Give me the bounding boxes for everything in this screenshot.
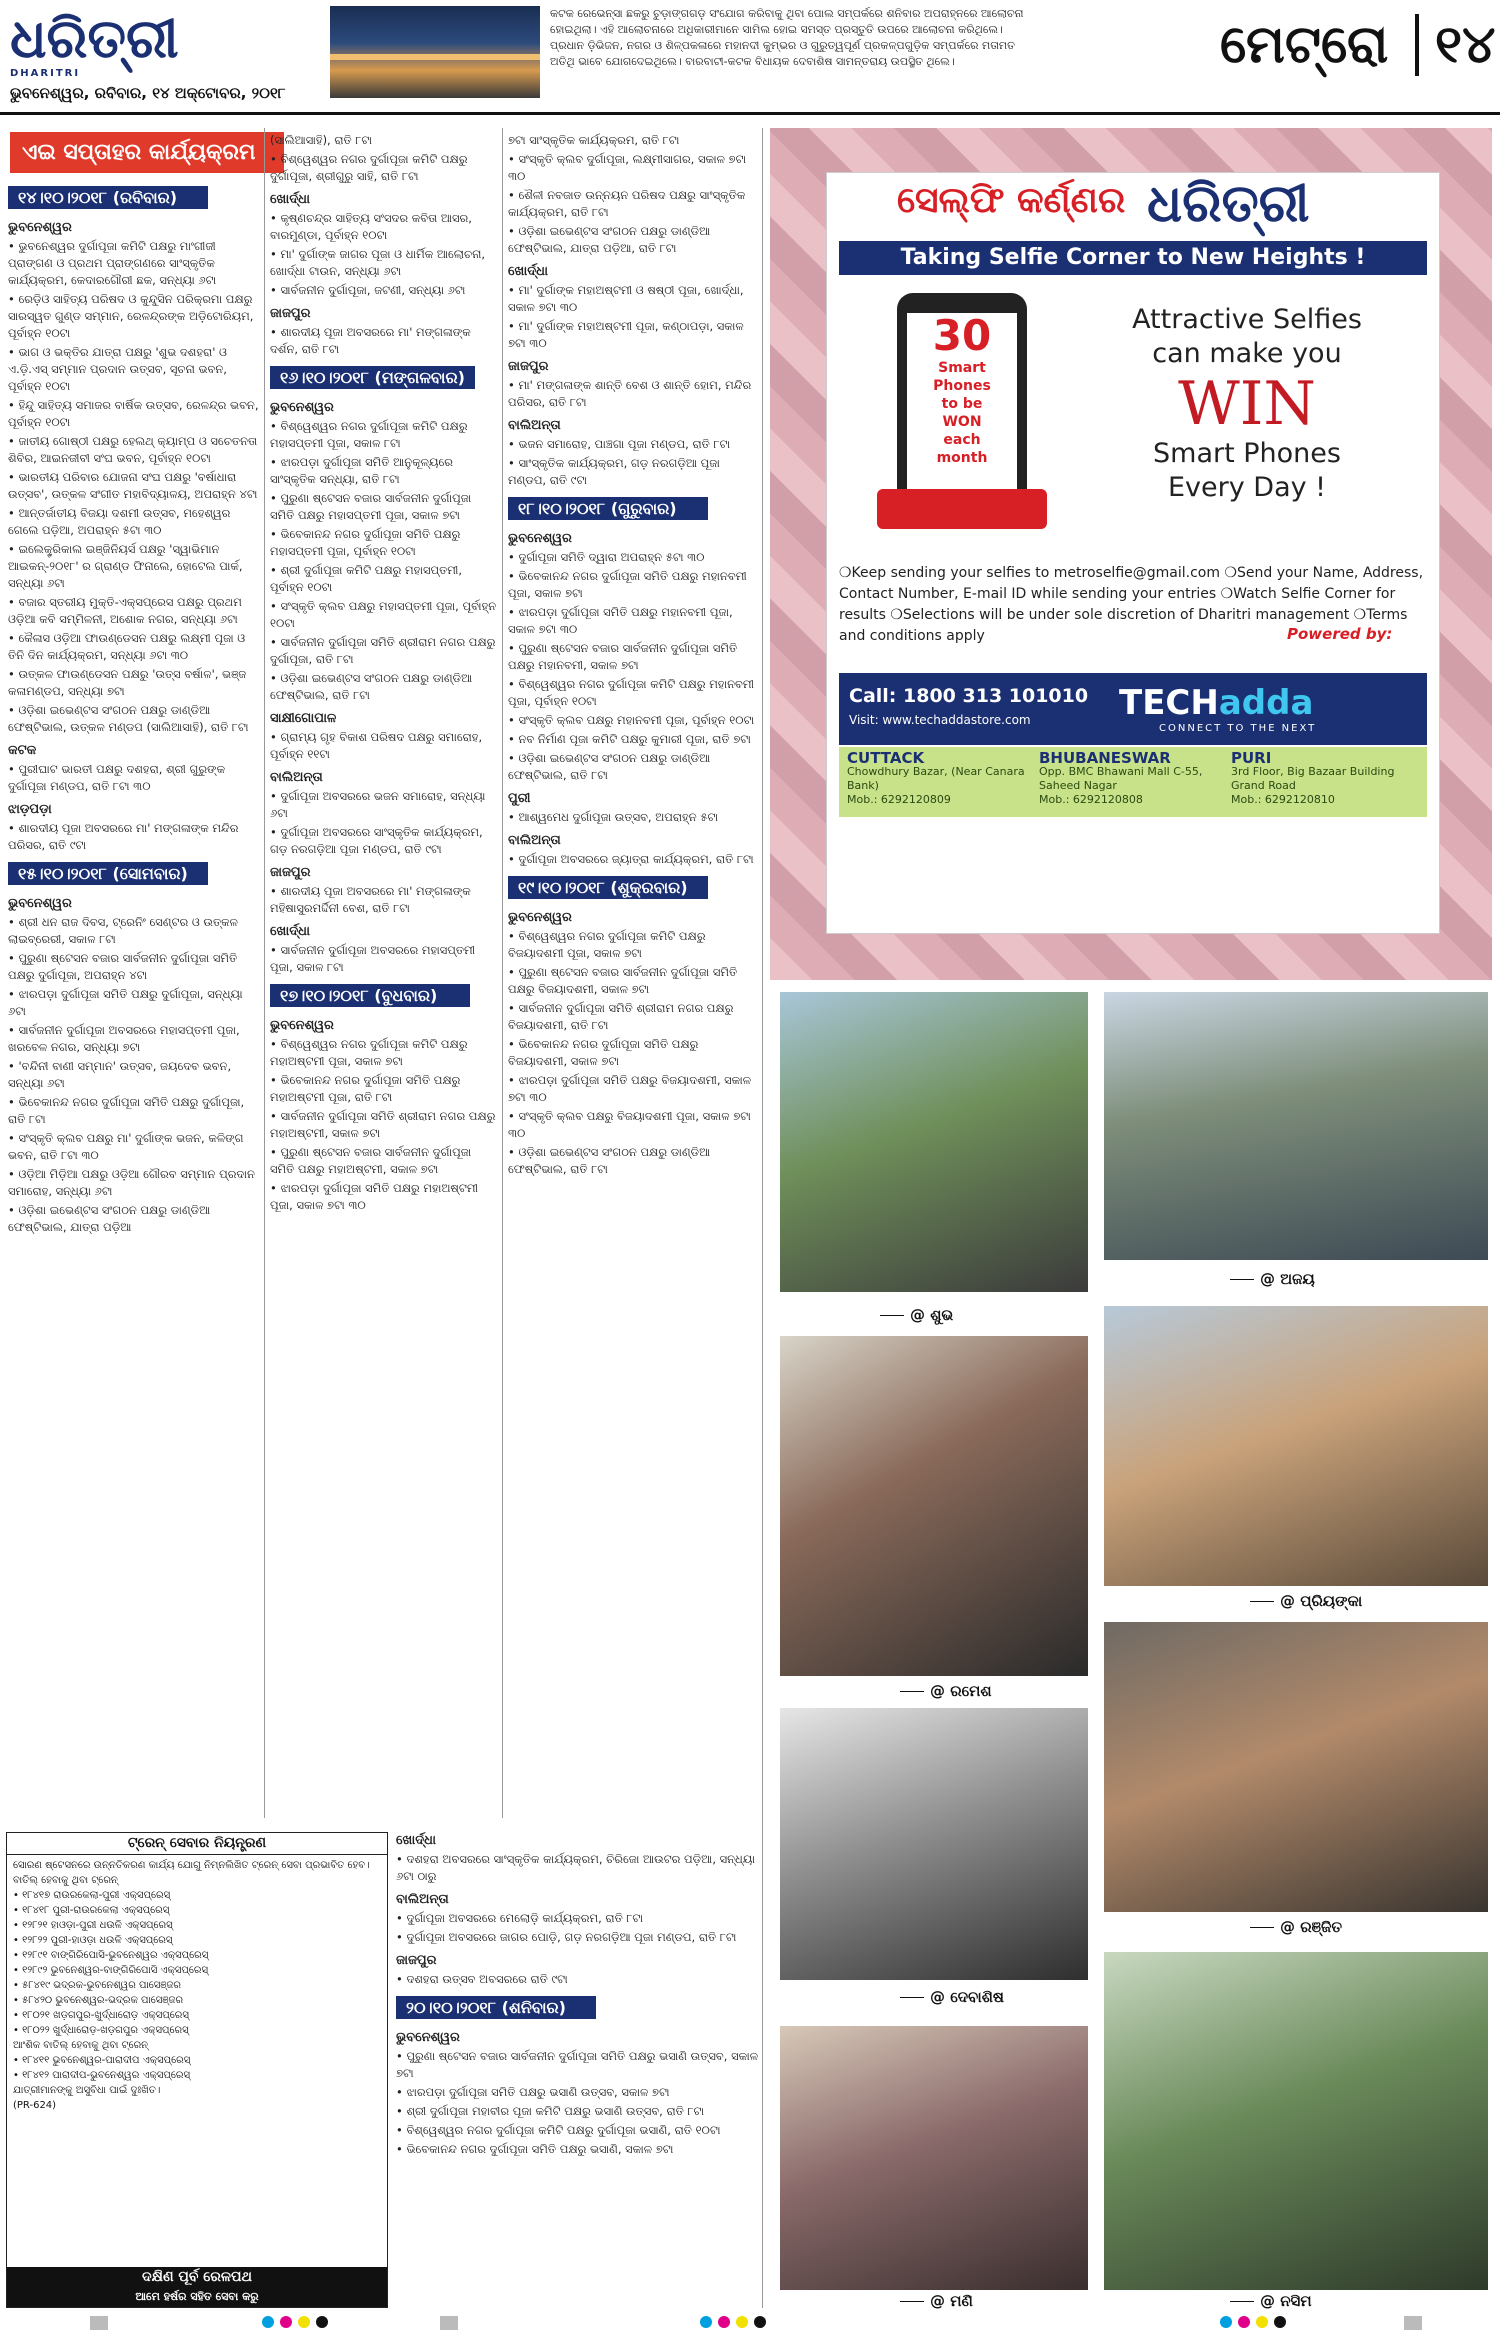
logo-sub: DHARITRI xyxy=(10,68,81,79)
lead-text-line: ପ୍ରଧାନ ଡ଼ିଭିଜନ, ନଗର ଓ ଶିଳ୍ପକଳାରେ ମହାନଦୀ କୁମ୍ଭର ଓ ଗୁରୁତ୍ୱପୂର୍ଣ ପ୍ରକଳ୍ପଗୁଡ଼ିକ ସମ୍ପର୍କରେ ମତାମତ xyxy=(550,39,1016,52)
event-item: • ମା' ମଙ୍ଗଳାଙ୍କ ଶାନ୍ତି ବେଶ ଓ ଶାନ୍ତି ହୋମ, ମନ୍ଦିର ପରିସର, ରାତି ୮ଟା xyxy=(508,378,752,409)
notice-line: • ୧୮୦୨୧ ଖଡ଼ଗପୁର-ଖୁର୍ଦ୍ଧାରୋଡ଼ ଏକ୍ସପ୍ରେସ୍ xyxy=(13,2010,189,2021)
area-heading: ଭୁବନେଶ୍ୱର xyxy=(8,896,72,911)
event-item: • ବିଶ୍ୱେଶ୍ୱର ନଗର ଦୁର୍ଗାପୂଜା କମିଟି ପକ୍ଷରୁ ମହାସପ୍ତମୀ ପୂଜା, ସକାଳ ୮ଟା xyxy=(270,419,468,450)
masthead xyxy=(0,0,1500,115)
ad-info: ❍Keep sending your selfies to metroselfie@gmail.com ❍Send your Name, Address, Contact Number, E-mail ID while sending your entries ❍Watch Selfie Corner for results ❍Selections will be under sole discretion of Dharitri management ❍Terms and conditions apply xyxy=(839,565,1424,644)
event-item: • ଭିବେକାନନ୍ଦ ନଗର ଦୁର୍ଗାପୂଜା ସମିତି ପକ୍ଷରୁ ବିଜୟାଦଶମୀ, ସକାଳ ୭ଟା xyxy=(508,1037,699,1068)
week-header: ଏଇ ସପ୍ତାହର କାର୍ଯ୍ୟକ୍ରମ xyxy=(10,132,284,173)
event-item: • ଶାରଦୀୟ ପୂଜା ଅବସରରେ ମା' ମଙ୍ଗଳାଙ୍କ ମନ୍ଦିର ପରିସର, ରାତି ୯ଟା xyxy=(8,821,239,852)
event-item: • ଦୁର୍ଗାପୂଜା ଅବସରରେ ଜାଗର ପୋଡ଼ି, ଗଡ଼ ନରଗଡ଼ିଆ ପୂଜା ମଣ୍ଡପ, ରାତି ୮ଟା xyxy=(396,1930,737,1944)
area-heading: ଭୁବନେଶ୍ୱର xyxy=(396,2030,460,2045)
selfie-photo[interactable] xyxy=(780,1708,1088,1980)
photo-caption: @ ପ୍ରିୟଙ୍କା xyxy=(1250,1592,1362,1610)
area-heading: ଖୋର୍ଦ୍ଧା xyxy=(270,192,310,207)
event-item: • ଶୈଳୀ ନବଜାତ ଉନ୍ନୟନ ପରିଷଦ ପକ୍ଷରୁ ସାଂସ୍କୃତିକ କାର୍ଯ୍ୟକ୍ରମ, ରାତି ୮ଟା xyxy=(508,188,746,219)
event-item: • ଭାଗ ଓ ଭକ୍ତିର ଯାତ୍ରା ପକ୍ଷରୁ 'ଶୁଭ ଦଶହରା' ଓ ଏ.ଡ଼ି.ଏସ୍ ସମ୍ମାନ ପ୍ରଦାନ ଉତ୍ସବ, ସୂଚନା ଭବନ, ପୂର୍ବାହ୍ନ ୧୦ଟା xyxy=(8,345,227,393)
event-item: • ସାଂସ୍କୃତିକ କାର୍ଯ୍ୟକ୍ରମ, ଗଡ଼ ନରଗଡ଼ିଆ ପୂଜା ମଣ୍ଡପ, ରାତି ୯ଟା xyxy=(508,456,720,487)
event-item: • ସଂସ୍କୃତି କ୍ଲବ ପକ୍ଷରୁ ମହାସପ୍ତମୀ ପୂଜା, ପୂର୍ବାହ୍ନ ୧୦ଟା xyxy=(270,599,497,630)
registration-mark xyxy=(1256,2316,1268,2328)
selfie-photo[interactable] xyxy=(780,2026,1088,2290)
area-heading: ଭୁବନେଶ୍ୱର xyxy=(8,220,72,235)
photo-caption: @ ମଣି xyxy=(900,2292,973,2310)
area-heading: ଜାଜପୁର xyxy=(270,306,311,321)
event-item: • ଭୁବନେଶ୍ୱର ଦୁର୍ଗାପୂଜା କମିଟି ପକ୍ଷରୁ ମାଂଗୀଜୀ ପ୍ରାଙ୍ଗଣ ଓ ପ୍ରଥମ ପ୍ରାଙ୍ଗଣରେ ସାଂସ୍କୃତିକ କାର୍ଯ୍ୟକ୍ରମ, କେଦାରଗୌରୀ ଛକ, ସନ୍ଧ୍ୟା ୬ଟା xyxy=(8,239,217,287)
area-heading: ବାଲିଅନ୍ତା xyxy=(508,418,561,433)
event-item: • ଓଡ଼ିଶା ଇଭେଣ୍ଟସ ସଂଗଠନ ପକ୍ଷରୁ ଡାଣ୍ଡିଆ ଫେଷ୍ଟିଭାଲ, ଯାତ୍ରା ପଡ଼ିଆ xyxy=(8,1203,211,1234)
notice-line: • ୧୨୮୨୨ ପୁରୀ-ହାଓଡ଼ା ଧଉଳି ଏକ୍ସପ୍ରେସ୍ xyxy=(13,1935,173,1946)
notice-line: ସୋରଣ ଷ୍ଟେସନରେ ଉନ୍ନତିକରଣ କାର୍ଯ୍ୟ ଯୋଗୁ ନିମ୍ନଲିଖିତ ଟ୍ରେନ୍ ସେବା ପ୍ରଭାବିତ ହେବ। xyxy=(13,1860,370,1871)
phone-count: 30 xyxy=(932,311,992,360)
event-item: • ଇଲେକ୍ଟ୍ରିକାଲ ଇଞ୍ଜିନିୟର୍ସ ପକ୍ଷରୁ 'ସ୍ୱାଭିମାନ ଆଇକନ୍-୨୦୧୮' ର ଗ୍ରାଣ୍ଡ ଫିନାଲେ, ହୋଟେଲ ପାର୍କ, ସନ୍ଧ୍ୟା ୬ଟା xyxy=(8,542,243,590)
techadda-logo: TECHadda xyxy=(1119,683,1314,723)
photo-caption: @ ଅଜୟ xyxy=(1230,1270,1315,1288)
day-header: ୧୮।୧୦।୨୦୧୮ (ଗୁରୁବାର) xyxy=(508,497,708,520)
day-header: ୧୭।୧୦।୨୦୧୮ (ବୁଧବାର) xyxy=(270,984,470,1007)
event-item: • ସାର୍ବଜନୀନ ଦୁର୍ଗାପୂଜା, ଜଟଣୀ, ସନ୍ଧ୍ୟା ୬ଟା xyxy=(270,283,466,297)
area-heading: ପୁରୀ xyxy=(508,791,531,806)
event-item: • ଭଜନ ସମାରୋହ, ପାଞ୍ଚଗା ପୂଜା ମଣ୍ଡପ, ରାତି ୮ଟା xyxy=(508,437,731,451)
print-bar xyxy=(440,2316,458,2330)
notice-body xyxy=(7,1855,387,2118)
ad-website[interactable]: Visit: www.techaddastore.com xyxy=(849,713,1031,727)
event-item: • ମା' ଦୁର୍ଗାଙ୍କ ମହାଅଷ୍ଟମୀ ଓ ଷଷ୍ଠୀ ପୂଜା, ଖୋର୍ଦ୍ଧା, ସକାଳ ୭ଟା ୩୦ xyxy=(508,283,744,314)
ad-powered-by: Powered by: xyxy=(1287,625,1393,643)
ad-brand: ଧରିତ୍ରୀ xyxy=(1147,173,1310,234)
event-item: ୭ଟା ସାଂସ୍କୃତିକ କାର୍ଯ୍ୟକ୍ରମ, ରାତି ୮ଟା xyxy=(508,133,680,147)
event-item: • ଶ୍ରୀ ଧନ ରାଜ ଦିବସ, ଟ୍ରେନିଂ ସେଣ୍ଟର ଓ ଉତ୍କଳ ଲାଇବ୍ରେରୀ, ସକାଳ ୮ଟା xyxy=(8,915,238,946)
day-header: ୧୪।୧୦।୨୦୧୮ (ରବିବାର) xyxy=(8,186,208,209)
event-item: • ଓଡ଼ିଶା ଇଭେଣ୍ଟସ ସଂଗଠନ ପକ୍ଷରୁ ଡାଣ୍ଡିଆ ଫେଷ୍ଟିଭାଲ, ଯାତ୍ରା ପଡ଼ିଆ, ରାତି ୮ଟା xyxy=(508,224,711,255)
event-item: • ସଂସ୍କୃତି କ୍ଲବ ପକ୍ଷରୁ ମହାନବମୀ ପୂଜା, ପୂର୍ବାହ୍ନ ୧୦ଟା xyxy=(508,713,755,727)
event-item: • ଦୁର୍ଗାପୂଜା ଅବସରରେ ଭଜନ ସମାରୋହ, ସନ୍ଧ୍ୟା ୬ଟା xyxy=(270,789,486,820)
area-heading: ଖୋର୍ଦ୍ଧା xyxy=(396,1833,436,1848)
event-item: • ସାର୍ବଜନୀନ ଦୁର୍ଗାପୂଜା ସମିତି ଶ୍ରୀରାମ ନଗର ପକ୍ଷରୁ ମହାଅଷ୍ଟମୀ, ସକାଳ ୭ଟା xyxy=(270,1109,496,1140)
event-item: • ସାର୍ବଜନୀନ ଦୁର୍ଗାପୂଜା ସମିତି ଶ୍ରୀରାମ ନଗର ପକ୍ଷରୁ ବିଜୟାଦଶମୀ, ରାତି ୮ଟା xyxy=(508,1001,734,1032)
event-item: • ନବ ନିର୍ମାଣ ପୂଜା କମିଟି ପକ୍ଷରୁ କୁମାରୀ ପୂଜା, ରାତି ୭ଟା xyxy=(508,732,751,746)
event-item: • ପୁରୀଘାଟ ଭାରତୀ ପକ୍ଷରୁ ଦଶହରା, ଶ୍ରୀ ଗୁରୁଙ୍କ ଦୁର୍ଗାପୂଜା ମଣ୍ଡପ, ରାତି ୮ଟା ୩୦ xyxy=(8,762,226,793)
area-heading: ଭୁବନେଶ୍ୱର xyxy=(270,400,334,415)
event-item: • ମା' ଦୁର୍ଗାଙ୍କ ମହାଅଷ୍ଟମୀ ପୂଜା, କଣ୍ଠାପଡ଼ା, ସକାଳ ୭ଟା ୩୦ xyxy=(508,319,744,350)
area-heading: କଟକ xyxy=(8,743,37,758)
notice-line: • ୧୮୪୧୨ ପାରାଦୀପ-ଭୁବନେଶ୍ୱର ଏକ୍ସପ୍ରେସ୍ xyxy=(13,2070,191,2081)
area-heading: ଝାଡ଼ପଡ଼ା xyxy=(8,802,52,817)
events-column-2 xyxy=(270,132,498,1820)
area-heading: ଜାଜପୁର xyxy=(270,865,311,880)
lead-text-line: କଟକ ରେଭେନ୍ସା ଛକରୁ ଚୁଡ଼ାଙ୍ଗଗଡ଼ ସଂଯୋଗ କରିବାକୁ ଥିବା ପୋଲ ସମ୍ପର୍କରେ ଶନିବାର ଅପରାହ୍ନରେ ଆଲୋଚନା xyxy=(550,7,1024,20)
event-item: • ଓଡ଼ିଶା ଇଭେଣ୍ଟସ ସଂଗଠନ ପକ୍ଷରୁ ଡାଣ୍ଡିଆ ଫେଷ୍ଟିଭାଲ, ଉତ୍କଳ ମଣ୍ଡପ (ସାଲିଆସାହି), ରାତି ୮ଟା xyxy=(8,703,249,734)
event-item: • ଶ୍ରୀ ଦୁର୍ଗାପୂଜା କମିଟି ପକ୍ଷରୁ ମହାସପ୍ତମୀ, ପୂର୍ବାହ୍ନ ୧୦ଟା xyxy=(270,563,463,594)
notice-line: • ୫୮୪୧୯ ଭଦ୍ରକ-ଭୁବନେଶ୍ୱର ପାସେଞ୍ଜର xyxy=(13,1980,181,1991)
event-item: • ରେଡ଼ିଓ ସାହିତ୍ୟ ପରିଷଦ ଓ କୁନ୍ଦୁସିନ ପରିକ୍ରମା ପକ୍ଷରୁ ସାରସ୍ୱତ ଗୁଣ୍ଡ ସମ୍ମାନ, ରେଳନ୍ଦ୍ରଙ୍କ ଅଡ଼ିଟୋରିୟମ, ପୂର୍ବାହ୍ନ ୧୦ଟା xyxy=(8,292,254,340)
notice-line: (PR-624) xyxy=(13,2100,57,2111)
event-item: • ବଜାର ସ୍ତରୀୟ ମୁକ୍ତି-ଏକ୍ସପ୍ରେସ ପକ୍ଷରୁ ପ୍ରଥମ ଓଡ଼ିଆ କବି ସମ୍ମିଳନୀ, ଅଶୋକ ନଗର, ସନ୍ଧ୍ୟା ୬ଟା xyxy=(8,595,242,626)
notice-line: • ୧୮୦୨୨ ଖୁର୍ଦ୍ଧାରୋଡ଼-ଖଡ଼ଗପୁର ଏକ୍ସପ୍ରେସ୍ xyxy=(13,2025,189,2036)
event-item: • ଦଶହରା ଅବସରରେ ସାଂସ୍କୃତିକ କାର୍ଯ୍ୟକ୍ରମ, ଚିରିଜୋ ଆଉଟର ପଡ଼ିଆ, ସନ୍ଧ୍ୟା ୬ଟା ଠାରୁ xyxy=(396,1852,755,1883)
event-item: • ବିଶ୍ୱେଶ୍ୱର ନଗର ଦୁର୍ଗାପୂଜା କମିଟି ପକ୍ଷରୁ ଦୁର୍ଗାପୂଜା ଭସାଣି, ରାତି ୧୦ଟା xyxy=(396,2123,721,2137)
event-item: (ସାଲିଆସାହି), ରାତି ୮ଟା xyxy=(270,133,372,147)
notice-line: • ୧୨୮୯୧ ବାଙ୍ଗିରିପୋସି-ଭୁବନେଶ୍ୱର ଏକ୍ସପ୍ରେସ୍ xyxy=(13,1950,209,1961)
event-item: • ସଂସ୍କୃତି କ୍ଲବ ପକ୍ଷରୁ ବିଜୟାଦଶମୀ ପୂଜା, ସକାଳ ୭ଟା ୩୦ xyxy=(508,1109,751,1140)
event-item: • ଝାରପଡ଼ା ଦୁର୍ଗାପୂଜା ସମିତି ପକ୍ଷରୁ ଭସାଣି ଉତ୍ସବ, ସକାଳ ୭ଟା xyxy=(396,2085,670,2099)
notice-line: • ୧୮୪୧୮ ପୁରୀ-ରାଉରକେଲା ଏକ୍ସପ୍ରେସ୍ xyxy=(13,1905,170,1916)
selfie-photo[interactable] xyxy=(780,1336,1088,1676)
page-number: ୧୪ xyxy=(1415,14,1495,76)
ad-selfie-corner-title: ସେଲ୍ଫି କର୍ଣ୍ଣର xyxy=(897,179,1126,221)
event-item: • ଆଶ୍ୱମେଧ ଦୁର୍ଗାପୂଜା ଉତ୍ସବ, ଅପରାହ୍ନ ୫ଟା xyxy=(508,810,719,824)
day-header: ୧୫।୧୦।୨୦୧୮ (ସୋମବାର) xyxy=(8,862,208,885)
event-item: • ଭିବେକାନନ୍ଦ ନଗର ଦୁର୍ଗାପୂଜା ସମିତି ପକ୍ଷରୁ ମହାଅଷ୍ଟମୀ ପୂଜା, ରାତି ୮ଟା xyxy=(270,1073,461,1104)
lead-text-line: ଅତିଥି ଭାବେ ଯୋଗଦେଇଥିଲେ। ବାରବାଟୀ-କଟକ ବିଧାୟକ ଦେବାଶିଷ ସାମନ୍ତରାୟ ଉପସ୍ଥିତ ଥିଲେ। xyxy=(550,55,955,68)
dateline: ଭୁବନେଶ୍ୱର, ରବିବାର, ୧୪ ଅକ୍ଟୋବର, ୨୦୧୮ xyxy=(10,84,286,102)
selfie-photo[interactable] xyxy=(1104,992,1488,1260)
notice-line: ଆଂଶିକ ବାତିଲ୍ ହେବାକୁ ଥିବା ଟ୍ରେନ୍ xyxy=(13,2040,149,2051)
section-title: ମେଟ୍ରୋ xyxy=(1220,14,1389,75)
event-item: • କୈଳାସ ଓଡ଼ିଆ ଫାଉଣ୍ଡେସନ ପକ୍ଷରୁ ଲକ୍ଷ୍ମୀ ପୂଜା ଓ ତିନି ଦିନ କାର୍ଯ୍ୟକ୍ରମ, ସନ୍ଧ୍ୟା ୬ଟା ୩୦ xyxy=(8,631,246,662)
photo-caption: @ ଶୁଭ xyxy=(880,1306,953,1324)
event-item: • ଶାରଦୀୟ ପୂଜା ଅବସରରେ ମା' ମଙ୍ଗଳାଙ୍କ ଦର୍ଶନ, ରାତି ୮ଟା xyxy=(270,325,471,356)
ribbon-icon xyxy=(877,489,1047,529)
selfie-photo[interactable] xyxy=(780,992,1088,1292)
event-item: • ବିଶ୍ୱେଶ୍ୱର ନଗର ଦୁର୍ଗାପୂଜା କମିଟି ପକ୍ଷରୁ ମହାଅଷ୍ଟମୀ ପୂଜା, ସକାଳ ୭ଟା xyxy=(270,1037,468,1068)
event-item: • ପୁରୁଣା ଷ୍ଟେସନ ବଜାର ସାର୍ବଜନୀନ ଦୁର୍ଗାପୂଜା ସମିତି ପକ୍ଷରୁ ମହାନବମୀ, ସକାଳ ୭ଟା xyxy=(508,641,738,672)
event-item: • ସଂସ୍କୃତି କ୍ଲବ ପକ୍ଷରୁ ମା' ଦୁର୍ଗାଙ୍କ ଭଜନ, କଳିଙ୍ଗ ଭବନ, ରାତି ୮ଟା ୩୦ xyxy=(8,1131,244,1162)
events-column-3 xyxy=(508,132,758,1820)
event-item: • ସାର୍ବଜନୀନ ଦୁର୍ଗାପୂଜା ଅବସରରେ ମହାସପ୍ତମୀ ପୂଜା, ଖରବେଳ ନଗର, ସନ୍ଧ୍ୟା ୭ଟା xyxy=(8,1023,240,1054)
notice-line: ବାତିଲ୍ ହେବାକୁ ଥିବା ଟ୍ରେନ୍ xyxy=(13,1875,118,1886)
event-item: • ଦୁର୍ଗାପୂଜା ଅବସରରେ ମେଲୋଡ଼ି କାର୍ଯ୍ୟକ୍ରମ, ରାତି ୮ଟା xyxy=(396,1911,644,1925)
event-item: • ସଂସ୍କୃତି କ୍ଲବ ଦୁର୍ଗାପୂଜା, ଲକ୍ଷ୍ମୀସାଗର, ସକାଳ ୭ଟା ୩୦ xyxy=(508,152,747,183)
event-item: • ଭାରତୀୟ ପରିବାର ଯୋଜନା ସଂଘ ପକ୍ଷରୁ 'ବର୍ଷାଧାରା ଉତ୍ସବ', ଉତ୍କଳ ସଂଗୀତ ମହାବିଦ୍ୟାଳୟ, ଅପରାହ୍ନ ୪ଟା xyxy=(8,470,258,501)
event-item: • ମା' ଦୁର୍ଗାଙ୍କ ଜାଗର ପୂଜା ଓ ଧାର୍ମିକ ଆଲୋଚନା, ଖୋର୍ଦ୍ଧା ଟାଉନ, ସନ୍ଧ୍ୟା ୬ଟା xyxy=(270,247,486,278)
event-item: • ଭିବେକାନନ୍ଦ ନଗର ଦୁର୍ଗାପୂଜା ସମିତି ପକ୍ଷରୁ ମହାସପ୍ତମୀ ପୂଜା, ପୂର୍ବାହ୍ନ ୧୦ଟା xyxy=(270,527,461,558)
registration-mark xyxy=(262,2316,274,2328)
registration-mark xyxy=(1220,2316,1232,2328)
registration-mark xyxy=(718,2316,730,2328)
notice-title: ଟ୍ରେନ୍ ସେବାର ନିୟନ୍ତ୍ରଣ xyxy=(7,1833,387,1855)
ad-call-bar[interactable] xyxy=(839,673,1427,745)
registration-mark xyxy=(1274,2316,1286,2328)
techadda-slogan: CONNECT TO THE NEXT xyxy=(1159,723,1317,734)
ad-call-number[interactable]: Call: 1800 313 101010 xyxy=(849,685,1089,707)
event-item: • ପୁରୁଣା ଷ୍ଟେସନ ବଜାର ସାର୍ବଜନୀନ ଦୁର୍ଗାପୂଜା ସମିତି ପକ୍ଷରୁ ମହାସପ୍ତମୀ ପୂଜା, ସକାଳ ୭ଟା xyxy=(270,491,472,522)
event-item: • ଓଡ଼ିଶା ଇଭେଣ୍ଟସ ସଂଗଠନ ପକ୍ଷରୁ ଡାଣ୍ଡିଆ ଫେଷ୍ଟିଭାଲ, ରାତି ୮ଟା xyxy=(270,671,473,702)
ad-tagline: Taking Selfie Corner to New Heights ! xyxy=(839,241,1427,275)
registration-mark xyxy=(298,2316,310,2328)
selfie-corner-ad[interactable] xyxy=(770,128,1492,980)
registration-mark xyxy=(316,2316,328,2328)
day-header: ୨୦।୧୦।୨୦୧୮ (ଶନିବାର) xyxy=(396,1996,596,2019)
notice-line: • ୧୨୮୨୧ ହାଓଡ଼ା-ପୁରୀ ଧଉଳି ଏକ୍ସପ୍ରେସ୍ xyxy=(13,1920,173,1931)
event-item: • ସାର୍ବଜନୀନ ଦୁର୍ଗାପୂଜା ସମିତି ଶ୍ରୀରାମ ନଗର ପକ୍ଷରୁ ଦୁର୍ଗାପୂଜା, ରାତି ୮ଟା xyxy=(270,635,496,666)
area-heading: ବାଲିଅନ୍ତା xyxy=(508,833,561,848)
selfie-photo[interactable] xyxy=(1104,1622,1488,1912)
notice-footer: ଦକ୍ଷିଣ ପୂର୍ବ ରେଳପଥ ଆମେ ହର୍ଷର ସହିତ ସେବା କରୁ xyxy=(7,2267,387,2307)
event-item: • ଦୁର୍ଗାପୂଜା ସମିତି ଦ୍ୱାରା ଅପରାହ୍ନ ୫ଟା ୩୦ xyxy=(508,550,705,564)
day-header: ୧୯।୧୦।୨୦୧୮ (ଶୁକ୍ରବାର) xyxy=(508,876,708,899)
logo-brand: ଧରିତ୍ରୀ xyxy=(10,6,179,70)
lead-text-line: ହୋଇଥିଲା। ଏହି ଆଲୋଚନାରେ ଅଧିକାରୀମାନେ ସାମିଲ ହୋଇ ସମସ୍ତ ପ୍ରସ୍ତୁତି ଉପରେ ଆଲୋଚନା କରିଥିଲେ। xyxy=(550,23,1003,36)
event-item: • ଉତ୍କଳ ଫାଉଣ୍ଡେସନ ପକ୍ଷରୁ 'ଉତ୍ସ ବର୍ଷାଳ', ଭଞ୍ଜ କଳାମଣ୍ଡପ, ସନ୍ଧ୍ୟା ୭ଟା xyxy=(8,667,247,698)
area-heading: ଭୁବନେଶ୍ୱର xyxy=(508,910,572,925)
event-item: • ଭିବେକାନନ୍ଦ ନଗର ଦୁର୍ଗାପୂଜା ସମିତି ପକ୍ଷରୁ ମହାନବମୀ ପୂଜା, ସକାଳ ୭ଟା xyxy=(508,569,747,600)
notice-line: • ୧୨୮୯୨ ଭୁବନେଶ୍ୱର-ବାଙ୍ଗିରିପୋସି ଏକ୍ସପ୍ରେସ୍ xyxy=(13,1965,209,1976)
branch-bhubaneswar: BHUBANESWAR Opp. BMC Bhawani Mall C-55, Saheed Nagar Mob.: 6292120808 xyxy=(1039,749,1203,806)
event-item: • ହିନ୍ଦୁ ସାହିତ୍ୟ ସମାଜର ବାର୍ଷିକ ଉତ୍ସବ, ରେଳନ୍ଦ୍ର ଭବନ, ପୂର୍ବାହ୍ନ ୧୦ଟା xyxy=(8,398,259,429)
event-item: • ଝାରପଡ଼ା ଦୁର୍ଗାପୂଜା ସମିତି ଆନୁକୂଳ୍ୟରେ ସାଂସ୍କୃତିକ ସନ୍ଧ୍ୟା, ରାତି ୮ଟା xyxy=(270,455,453,486)
area-heading: ଭୁବନେଶ୍ୱର xyxy=(508,531,572,546)
photo-caption: @ ନସିମ xyxy=(1230,2292,1312,2310)
registration-mark xyxy=(700,2316,712,2328)
day-header: ୧୬।୧୦।୨୦୧୮ (ମଙ୍ଗଳବାର) xyxy=(270,366,475,389)
event-item: • ଝାରପଡ଼ା ଦୁର୍ଗାପୂଜା ସମିତି ପକ୍ଷରୁ ମହାନବମୀ ପୂଜା, ସକାଳ ୭ଟା ୩୦ xyxy=(508,605,733,636)
events-column-4 xyxy=(396,1826,758,2310)
registration-mark xyxy=(280,2316,292,2328)
notice-line: • ୧୮୪୧୭ ରାଉରକେଲା-ପୁରୀ ଏକ୍ସପ୍ରେସ୍ xyxy=(13,1890,171,1901)
print-bar xyxy=(90,2316,108,2330)
event-item: • ଭିବେକାନନ୍ଦ ନଗର ଦୁର୍ଗାପୂଜା ସମିତି ପକ୍ଷରୁ ଭସାଣି, ସକାଳ ୭ଟା xyxy=(396,2142,674,2156)
area-heading: ସାକ୍ଷୀଗୋପାଳ xyxy=(270,711,337,726)
event-item: • ପୁରୁଣା ଷ୍ଟେସନ ବଜାର ସାର୍ବଜନୀନ ଦୁର୍ଗାପୂଜା ସମିତି ପକ୍ଷରୁ ଭସାଣି ଉତ୍ସବ, ସକାଳ ୭ଟା xyxy=(396,2049,758,2080)
event-item: • ଝାରପଡ଼ା ଦୁର୍ଗାପୂଜା ସମିତି ପକ୍ଷରୁ ମହାଅଷ୍ଟମୀ ପୂଜା, ସକାଳ ୭ଟା ୩୦ xyxy=(270,1181,478,1212)
notice-line: ଯାତ୍ରୀମାନଙ୍କୁ ଅସୁବିଧା ପାଇଁ ଦୁଃଖିତ। xyxy=(13,2085,161,2096)
photo-caption: @ ରମେଶ xyxy=(900,1682,992,1700)
event-item: • ଶାରଦୀୟ ପୂଜା ଅବସରରେ ମା' ମଙ୍ଗଳାଙ୍କ ମହିଷାସୁରମର୍ଦ୍ଦିନୀ ବେଶ, ରାତି ୮ଟା xyxy=(270,884,471,915)
event-item: • ବିଶ୍ୱେଶ୍ୱର ନଗର ଦୁର୍ଗାପୂଜା କମିଟି ପକ୍ଷରୁ ଦୁର୍ଗାପୂଜା, ଶ୍ରୀଗୁରୁ ସାହି, ରାତି ୮ଟା xyxy=(270,152,468,183)
print-bar xyxy=(1404,2316,1422,2330)
masthead-photo xyxy=(330,6,540,98)
branch-cuttack: CUTTACK Chowdhury Bazar, (Near Canara Bank) Mob.: 6292120809 xyxy=(847,749,1025,806)
dharitri-logo[interactable] xyxy=(10,8,330,80)
registration-mark xyxy=(754,2316,766,2328)
railway-notice xyxy=(6,1832,388,2308)
event-item: • 'ବନ୍ଦିନୀ ବାଣୀ ସମ୍ମାନ' ଉତ୍ସବ, ଜୟଦେବ ଭବନ, ସନ୍ଧ୍ୟା ୬ଟା xyxy=(8,1059,232,1090)
event-item: • କୃଷ୍ଣଚନ୍ଦ୍ର ସାହିତ୍ୟ ସଂସଦର କବିତା ଆସର, ବାରମୁଣ୍ଡା, ପୂର୍ବାହ୍ନ ୧୦ଟା xyxy=(270,211,472,242)
event-item: • ଦୁର୍ଗାପୂଜା ଅବସରରେ ସାଂସ୍କୃତିକ କାର୍ଯ୍ୟକ୍ରମ, ଗଡ଼ ନରଗଡ଼ିଆ ପୂଜା ମଣ୍ଡପ, ରାତି ୯ଟା xyxy=(270,825,483,856)
area-heading: ବାଲିଅନ୍ତା xyxy=(270,770,323,785)
phone-icon: 30 Smart Phones to be WON each month xyxy=(897,293,1027,523)
event-item: • ଓଡ଼ିଶା ଇଭେଣ୍ଟସ ସଂଗଠନ ପକ୍ଷରୁ ଡାଣ୍ଡିଆ ଫେଷ୍ଟିଭାଲ, ରାତି ୮ଟା xyxy=(508,1145,711,1176)
event-item: • ପୁରୁଣା ଷ୍ଟେସନ ବଜାର ସାର୍ବଜନୀନ ଦୁର୍ଗାପୂଜା ସମିତି ପକ୍ଷରୁ ଦୁର୍ଗାପୂଜା, ଅପରାହ୍ନ ୪ଟା xyxy=(8,951,238,982)
event-item: • ବିଶ୍ୱେଶ୍ୱର ନଗର ଦୁର୍ଗାପୂଜା କମିଟି ପକ୍ଷରୁ ମହାନବମୀ ପୂଜା, ପୂର୍ବାହ୍ନ ୧୦ଟା xyxy=(508,677,755,708)
area-heading: ଖୋର୍ଦ୍ଧା xyxy=(270,924,310,939)
event-item: • ଜାତୀୟ ଗୋଷ୍ଠୀ ପକ୍ଷରୁ ହେଲଥ୍ କ୍ୟାମ୍ପ ଓ ସଚେତନତା ଶିବିର, ଆଇନଜୀବୀ ସଂଘ ଭବନ, ପୂର୍ବାହ୍ନ ୧୦ଟା xyxy=(8,434,258,465)
branch-puri: PURI 3rd Floor, Big Bazaar Building Grand Road Mob.: 6292120810 xyxy=(1231,749,1395,806)
notice-line: • ୫୮୪୨୦ ଭୁବନେଶ୍ୱର-ଭଦ୍ରକ ପାସେଞ୍ଜର xyxy=(13,1995,184,2006)
ad-branches xyxy=(839,747,1427,817)
photo-caption: @ ଦେବାଶିଷ xyxy=(900,1988,1004,2006)
event-item: • ବିଶ୍ୱେଶ୍ୱର ନଗର ଦୁର୍ଗାପୂଜା କମିଟି ପକ୍ଷରୁ ବିଜୟାଦଶମୀ ପୂଜା, ସକାଳ ୭ଟା xyxy=(508,929,706,960)
selfie-photo[interactable] xyxy=(1104,1306,1488,1586)
event-item: • ଝାରପଡ଼ା ଦୁର୍ଗାପୂଜା ସମିତି ପକ୍ଷରୁ ଦୁର୍ଗାପୂଜା, ସନ୍ଧ୍ୟା ୬ଟା xyxy=(8,987,243,1018)
event-item: • ପୁରୁଣା ଷ୍ଟେସନ ବଜାର ସାର୍ବଜନୀନ ଦୁର୍ଗାପୂଜା ସମିତି ପକ୍ଷରୁ ମହାଅଷ୍ଟମୀ, ସକାଳ ୭ଟା xyxy=(270,1145,472,1176)
photo-caption: @ ରଞ୍ଜିତ xyxy=(1250,1918,1342,1936)
event-item: • ଆନ୍ତର୍ଜାତୀୟ ବିଜୟା ଦଶମୀ ଉତ୍ସବ, ମହେଶ୍ୱର ଗେଲେ ପଡ଼ିଆ, ଅପରାହ୍ନ ୫ଟା ୩୦ xyxy=(8,506,231,537)
registration-mark xyxy=(736,2316,748,2328)
event-item: • ଗ୍ରାମ୍ୟ ଗୃହ ବିକାଶ ପରିଷଦ ପକ୍ଷରୁ ସମାରୋହ, ପୂର୍ବାହ୍ନ ୧୧ଟା xyxy=(270,730,483,761)
event-item: • ଓଡ଼ିଆ ମିଡ଼ିଆ ପକ୍ଷରୁ ଓଡ଼ିଆ ଗୌରବ ସମ୍ମାନ ପ୍ରଦାନ ସମାରୋହ, ସନ୍ଧ୍ୟା ୬ଟା xyxy=(8,1167,255,1198)
area-heading: ଜାଜପୁର xyxy=(508,359,549,374)
area-heading: ଭୁବନେଶ୍ୱର xyxy=(270,1018,334,1033)
event-item: • ଓଡ଼ିଶା ଇଭେଣ୍ଟସ ସଂଗଠନ ପକ୍ଷରୁ ଡାଣ୍ଡିଆ ଫେଷ୍ଟିଭାଲ, ରାତି ୮ଟା xyxy=(508,751,711,782)
events-column-1 xyxy=(8,180,260,1820)
event-item: • ପୁରୁଣା ଷ୍ଟେସନ ବଜାର ସାର୍ବଜନୀନ ଦୁର୍ଗାପୂଜା ସମିତି ପକ୍ଷରୁ ବିଜୟାଦଶମୀ, ସକାଳ ୭ଟା xyxy=(508,965,738,996)
registration-mark xyxy=(1238,2316,1250,2328)
area-heading: ବାଲିଅନ୍ତା xyxy=(396,1892,449,1907)
ad-win-message: Attractive Selfies can make you WIN Smart Phones Every Day ! xyxy=(1132,304,1362,503)
event-item: • ଦଶହରା ଉତ୍ସବ ଅବସରରେ ରାତି ୯ଟା xyxy=(396,1972,568,1986)
event-item: • ସାର୍ବଜନୀନ ଦୁର୍ଗାପୂଜା ଅବସରରେ ମହାସପ୍ତମୀ ପୂଜା, ସକାଳ ୮ଟା xyxy=(270,943,476,974)
event-item: • ଝାରପଡ଼ା ଦୁର୍ଗାପୂଜା ସମିତି ପକ୍ଷରୁ ବିଜୟାଦଶମୀ, ସକାଳ ୭ଟା ୩୦ xyxy=(508,1073,752,1104)
event-item: • ଭିବେକାନନ୍ଦ ନଗର ଦୁର୍ଗାପୂଜା ସମିତି ପକ୍ଷରୁ ଦୁର୍ଗାପୂଜା, ରାତି ୮ଟା xyxy=(8,1095,245,1126)
selfie-photo[interactable] xyxy=(1104,1952,1488,2290)
area-heading: ଖୋର୍ଦ୍ଧା xyxy=(508,264,548,279)
masthead-lead-text xyxy=(550,6,1190,70)
notice-line: • ୧୮୪୧୧ ଭୁବନେଶ୍ୱର-ପାରାଦୀପ ଏକ୍ସପ୍ରେସ୍ xyxy=(13,2055,191,2066)
event-item: • ଦୁର୍ଗାପୂଜା ଅବସରରେ ଜ୍ୟାତ୍ରା କାର୍ଯ୍ୟକ୍ରମ, ରାତି ୮ଟା xyxy=(508,852,754,866)
event-item: • ଶ୍ରୀ ଦୁର୍ଗାପୂଜା ମହାବୀର ପୂଜା କମିଟି ପକ୍ଷରୁ ଭସାଣି ଉତ୍ସବ, ରାତି ୮ଟା xyxy=(396,2104,705,2118)
area-heading: ଜାଜପୁର xyxy=(396,1953,437,1968)
